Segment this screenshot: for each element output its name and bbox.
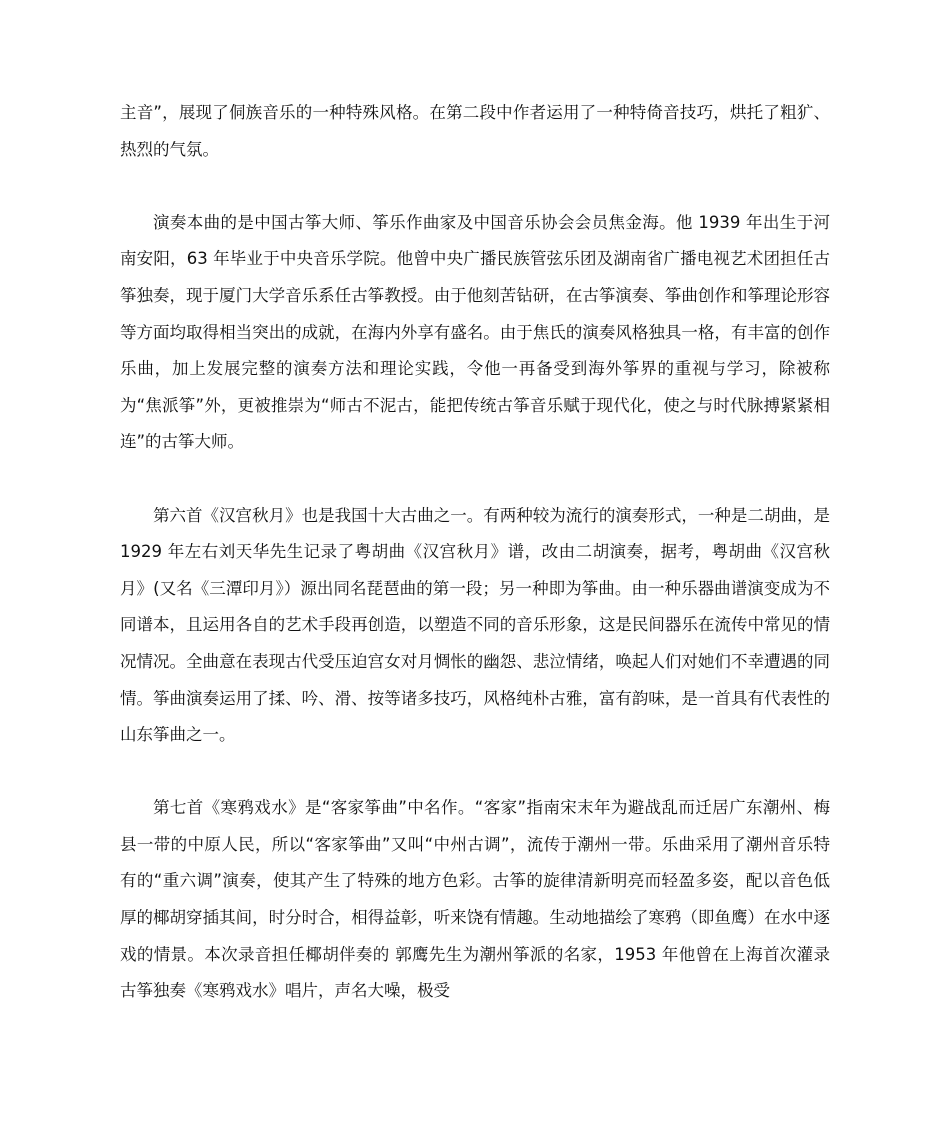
paragraph-gap (120, 168, 830, 205)
paragraph-jiao-jinhai: 演奏本曲的是中国古筝大师、筝乐作曲家及中国音乐协会会员焦金海。他 1939 年出生于河南安阳，63 年毕业于中央音乐学院。他曾中央广播民族管弦乐团及湖南省广播电视艺术团担任古筝独奏，现于厦门大学音乐系任古筝教授。由于他刻苦钻研，在古筝演奏、筝曲创作和筝理论形容等方面均取得相当突出的成就，在海内外享有盛名。由于焦氏的演奏风格独具一格，有丰富的创作乐曲，加上发展完整的演奏方法和理论实践，令他一再备受到海外筝界的重视与学习，除被称为“焦派筝”外，更被推崇为“师古不泥古，能把传统古筝音乐赋于现代化，使之与时代脉搏紧紧相连”的古筝大师。 (120, 212, 830, 452)
document-page (120, 95, 830, 1010)
paragraph-han-gong-qiu-yue: 第六首《汉宫秋月》也是我国十大古曲之一。有两种较为流行的演奏形式，一种是二胡曲，是 1929 年左右刘天华先生记录了粤胡曲《汉宫秋月》谱，改由二胡演奏，据考，粤胡曲《汉宫秋月》(又名《三潭印月》）源出同名琵琶曲的第一段；另一种即为筝曲。由一种乐器曲谱演变成为不同谱本，且运用各自的艺术手段再创造，以塑造不同的音乐形象，这是民间器乐在流传中常见的情况情况。全曲意在表现古代受压迫宫女对月惆怅的幽怨、悲泣情绪，唤起人们对她们不幸遭遇的同情。筝曲演奏运用了揉、吟、滑、按等诸多技巧，风格纯朴古雅，富有韵味，是一首具有代表性的山东筝曲之一。 (120, 505, 830, 745)
paragraph-han-ya-xi-shui: 第七首《寒鸦戏水》是“客家筝曲”中名作。“客家”指南宋末年为避战乱而迁居广东潮州、梅县一带的中原人民，所以“客家筝曲”又叫“中州古调”，流传于潮州一带。乐曲采用了潮州音乐特有的“重六调”演奏，使其产生了特殊的地方色彩。古筝的旋律清新明亮而轻盈多姿，配以音色低厚的椰胡穿插其间，时分时合，相得益彰，听来饶有情趣。生动地描绘了寒鸦（即鱼鹰）在水中逐戏的情景。本次录音担任椰胡伴奏的 郭鹰先生为潮州筝派的名家，1953 年他曾在上海首次灌录古筝独奏《寒鸦戏水》唱片，声名大噪，极受 (120, 798, 830, 1001)
paragraph-gap (120, 461, 830, 498)
paragraph-gap (120, 754, 830, 791)
paragraph-dong-music: 主音”，展现了侗族音乐的一种特殊风格。在第二段中作者运用了一种特倚音技巧，烘托了粗犷、热烈的气氛。 (120, 103, 830, 159)
